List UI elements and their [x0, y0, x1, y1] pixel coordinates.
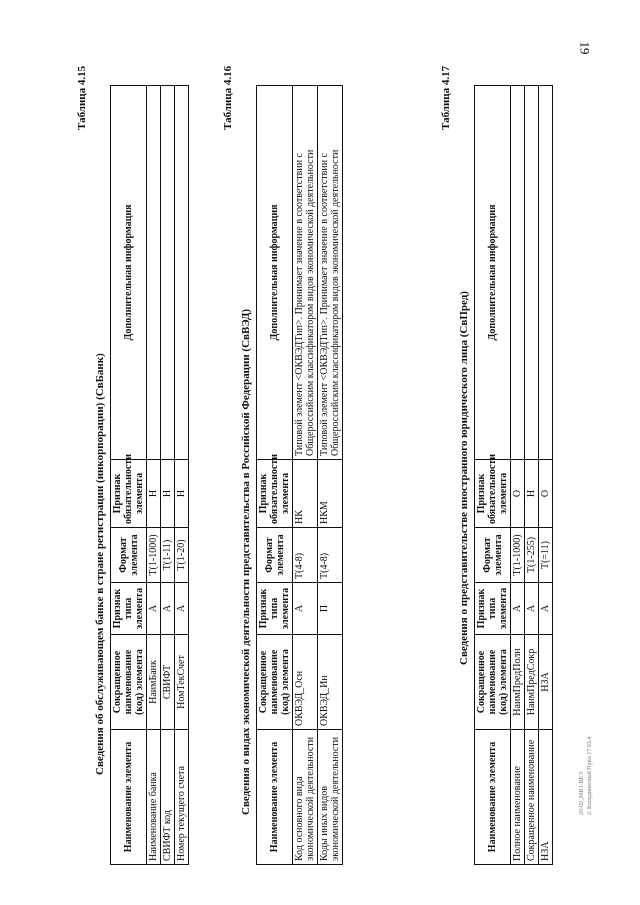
cell-type: А — [539, 583, 553, 635]
table-row — [525, 86, 539, 865]
cell-info — [525, 86, 539, 460]
page-number: 19 — [577, 41, 593, 55]
margin-note — [578, 737, 594, 815]
cell-type: А — [147, 583, 161, 635]
table-4-17 — [474, 85, 553, 865]
table-number-4-15: Таблица 4.15 — [76, 65, 88, 130]
cell-format: T(4-8) — [293, 528, 318, 583]
header-type: Признак типа элемента — [111, 583, 147, 635]
table-row — [161, 86, 175, 865]
header-format: Формат элемента — [475, 528, 511, 583]
cell-code: ОКВЭД_Ин — [318, 635, 343, 730]
table-number-4-16: Таблица 4.16 — [222, 65, 234, 130]
header-required: Признак обязательности элемента — [111, 460, 147, 528]
cell-required: НКМ — [318, 460, 343, 528]
cell-code: НаимБанк — [147, 635, 161, 730]
cell-format: T(1-255) — [525, 528, 539, 583]
table-title-4-17: Сведения о представительстве иностранного юридического лица (СвПред) — [458, 291, 470, 665]
cell-format: T(=11) — [539, 528, 553, 583]
table-row — [293, 86, 318, 865]
cell-name: Наименование банка — [147, 730, 161, 865]
cell-name: СВИФТ код — [161, 730, 175, 865]
cell-code: СВИФТ — [161, 635, 175, 730]
header-code: Сокращенное наименование (код) элемента — [475, 635, 511, 730]
cell-info — [175, 86, 189, 460]
table-title-4-16: Сведения о видах экономической деятельности представительства в Российской Федерации (СвВЭД) — [240, 308, 252, 815]
cell-required: Н — [147, 460, 161, 528]
header-name: Наименование элемента — [475, 730, 511, 865]
cell-format: T(1-11) — [161, 528, 175, 583]
cell-code: НЗА — [539, 635, 553, 730]
header-type: Признак типа элемента — [475, 583, 511, 635]
header-name: Наименование элемента — [111, 730, 147, 865]
cell-name: Коды иных видов экономической деятельности — [318, 730, 343, 865]
cell-info: Типовой элемент <ОКВЭДТип>. Принимает значение в соответствии с Общероссийским классификатором видов экономической деятельности — [293, 86, 318, 460]
cell-code: НаимПредПолн — [511, 635, 525, 730]
header-required: Признак обязательности элемента — [257, 460, 293, 528]
header-format: Формат элемента — [257, 528, 293, 583]
cell-info — [539, 86, 553, 460]
cell-name: Сокращенное наименование — [525, 730, 539, 865]
header-code: Сокращенное наименование (код) элемента — [257, 635, 293, 730]
table-row — [539, 86, 553, 865]
cell-type: А — [161, 583, 175, 635]
cell-info: Типовой элемент <ОКВЭДТип>. Принимает значение в соответствии с Общероссийским классификатором видов экономической деятельности — [318, 86, 343, 460]
table-title-4-15: Сведения об обслуживающем банке в стране регистрации (инкорпорации) (СвБанк) — [94, 353, 106, 775]
cell-name: НЗА — [539, 730, 553, 865]
cell-type: А — [525, 583, 539, 635]
cell-format: T(1-20) — [175, 528, 189, 583]
cell-type: А — [511, 583, 525, 635]
cell-info — [161, 86, 175, 460]
header-name: Наименование элемента — [257, 730, 293, 865]
table-row — [511, 86, 525, 865]
header-code: Сокращенное наименование (код) элемента — [111, 635, 147, 730]
cell-name: Полное наименование — [511, 730, 525, 865]
cell-required: НК — [293, 460, 318, 528]
cell-code: НомТекСчет — [175, 635, 189, 730]
cell-format: T(4-8) — [318, 528, 343, 583]
table-row — [175, 86, 189, 865]
cell-code: ОКВЭД_Осн — [293, 635, 318, 730]
cell-required: О — [511, 460, 525, 528]
cell-code: НаимПредСокр — [525, 635, 539, 730]
table-header-row — [257, 86, 293, 865]
cell-info — [147, 86, 161, 460]
cell-name: Код основного вида экономической деятельности — [293, 730, 318, 865]
cell-type: П — [318, 583, 343, 635]
header-info: Дополнительная информация — [111, 86, 147, 460]
cell-format: T(1-1000) — [147, 528, 161, 583]
cell-required: О — [539, 460, 553, 528]
header-format: Формат элемента — [111, 528, 147, 583]
cell-required: Н — [525, 460, 539, 528]
table-header-row — [111, 86, 147, 865]
header-info: Дополнительная информация — [475, 86, 511, 460]
header-type: Признак типа элемента — [257, 583, 293, 635]
cell-required: Н — [161, 460, 175, 528]
table-number-4-17: Таблица 4.17 — [440, 65, 452, 130]
margin-note-line: 2. Координатный Прил 17.03.4 — [587, 736, 593, 815]
cell-info — [511, 86, 525, 460]
header-required: Признак обязательности элемента — [475, 460, 511, 528]
table-row — [147, 86, 161, 865]
cell-required: Н — [175, 460, 189, 528]
cell-format: T(1-1000) — [511, 528, 525, 583]
margin-note-line: 20-02_МИ1-ВЕЭ — [579, 771, 585, 815]
cell-name: Номер текущего счета — [175, 730, 189, 865]
table-4-15 — [110, 85, 189, 865]
cell-type: А — [293, 583, 318, 635]
table-4-16 — [256, 85, 343, 865]
table-header-row — [475, 86, 511, 865]
table-row — [318, 86, 343, 865]
cell-type: А — [175, 583, 189, 635]
header-info: Дополнительная информация — [257, 86, 293, 460]
